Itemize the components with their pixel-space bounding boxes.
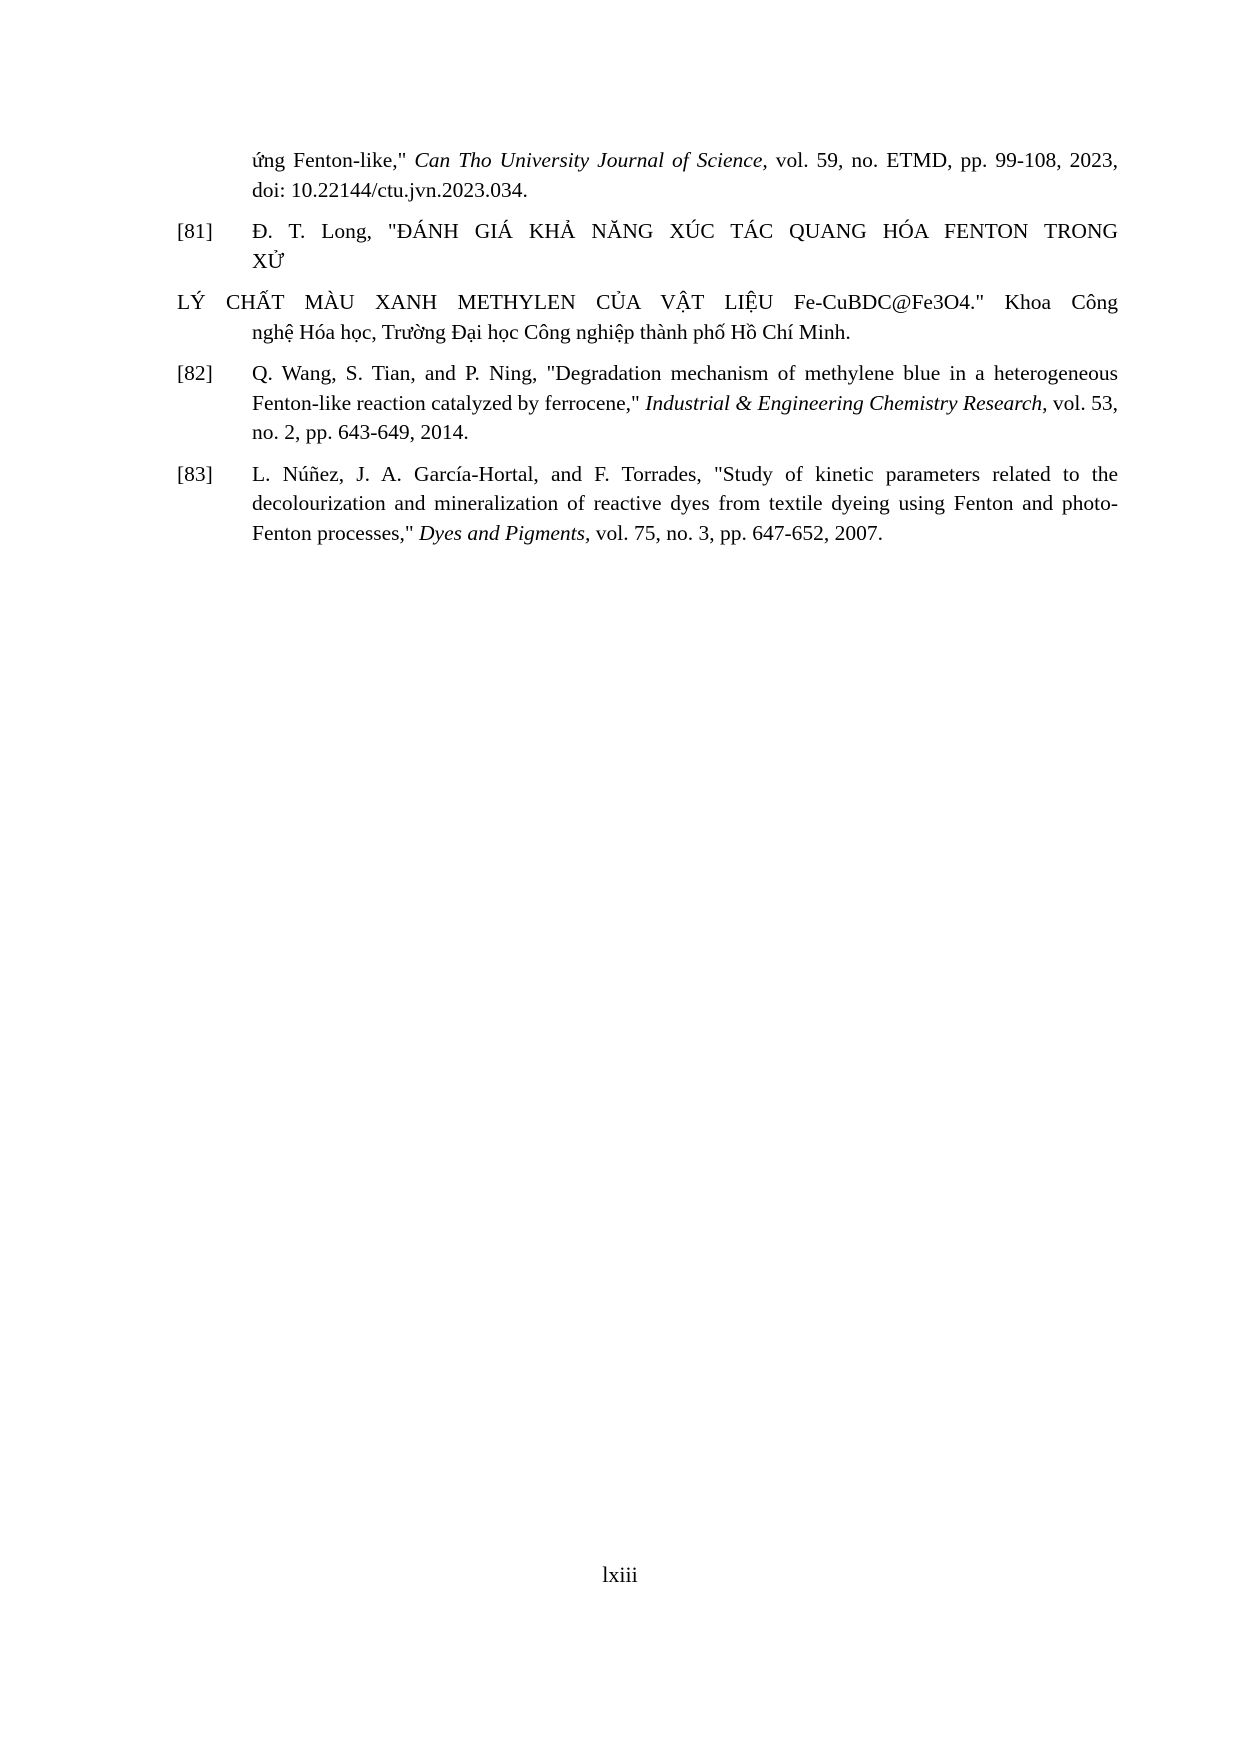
reference-text: L. Núñez, J. A. García-Hortal, and F. Torrades, "Study of kinetic parameters related to the decolourization and mineralization of reactive dyes from textile dyeing using Fenton and photo-Fenton processes,": [252, 461, 1118, 545]
journal-title: Can Tho University Journal of Science,: [414, 148, 768, 172]
reference-81-continued: [177, 288, 1118, 347]
reference-text: vol. 59, no. ETMD, pp. 99-108, 2023, doi: 10.22144/ctu.jvn.2023.034.: [252, 148, 1118, 202]
reference-number: [81]: [177, 219, 213, 243]
reference-text: vol. 75, no. 3, pp. 647-652, 2007.: [590, 520, 884, 545]
journal-title: Industrial & Engineering Chemistry Research,: [645, 390, 1048, 415]
journal-title: Dyes and Pigments,: [419, 520, 591, 545]
reference-number: [83]: [177, 461, 213, 486]
page-number: lxiii: [602, 1562, 638, 1587]
reference-text: XỬ: [252, 248, 285, 273]
reference-list: [177, 146, 1118, 560]
reference-text: LÝ CHẤT MÀU XANH METHYLEN CỦA VẬT LIỆU Fe-CuBDC@Fe3O4." Khoa Công: [177, 290, 1118, 314]
reference-text: vol. 53, no. 2, pp. 643-649, 2014.: [252, 390, 1118, 444]
reference-82: [177, 359, 1118, 448]
reference-text: Đ. T. Long, "ĐÁNH GIÁ KHẢ NĂNG XÚC TÁC QUANG HÓA FENTON TRONG: [252, 219, 1118, 243]
reference-80-continuation: [177, 146, 1118, 205]
reference-text: nghệ Hóa học, Trường Đại học Công nghiệp thành phố Hồ Chí Minh.: [252, 319, 851, 344]
reference-81: [177, 217, 1118, 276]
reference-83: [177, 460, 1118, 549]
reference-number: [82]: [177, 361, 213, 385]
reference-text: ứng Fenton-like,": [252, 148, 415, 172]
reference-text: Q. Wang, S. Tian, and P. Ning, "Degradation mechanism of methylene blue in a heterogeneous Fenton-like reaction catalyzed by ferrocene,": [252, 361, 1118, 415]
